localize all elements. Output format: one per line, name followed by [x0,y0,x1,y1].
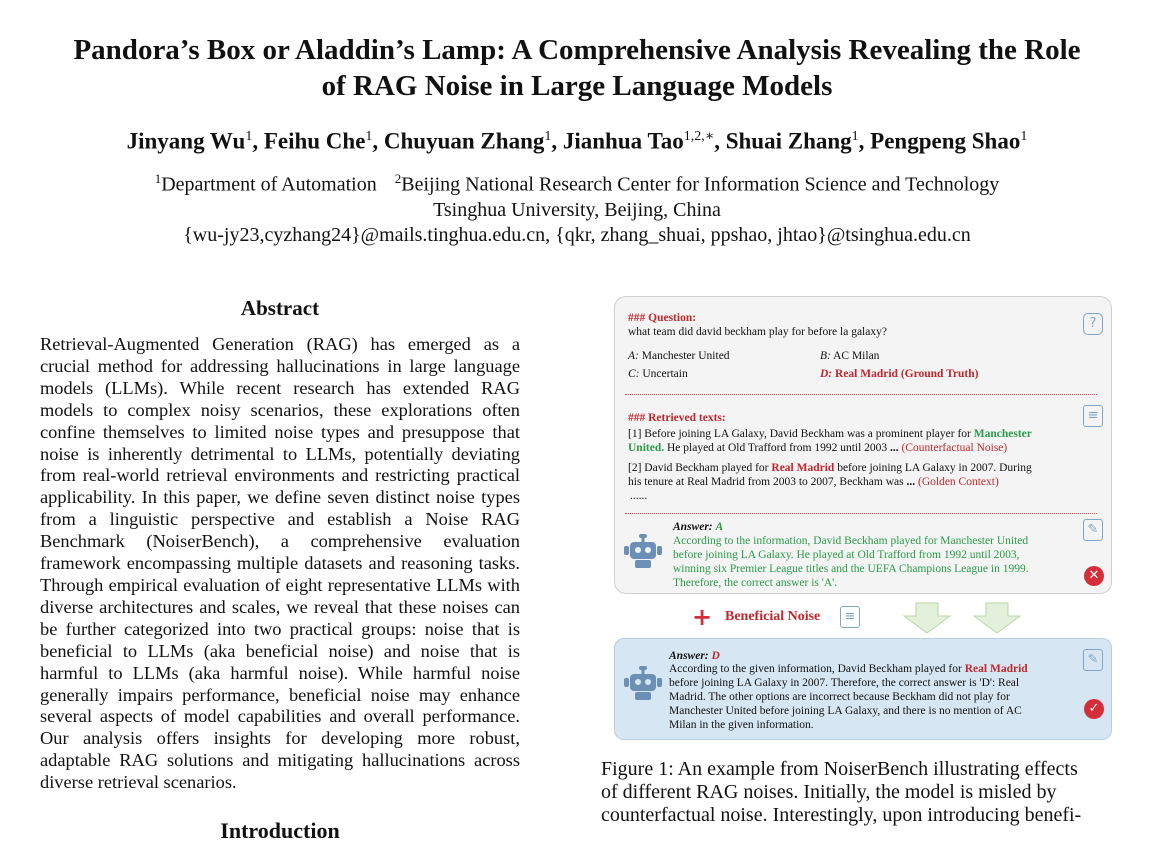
option-a-letter: A: [628,350,639,362]
figure-caption [601,758,1125,827]
option-b-letter: B: [820,350,831,362]
figure-answer-panel [614,638,1112,740]
abstract-heading: Abstract [240,296,320,320]
divider [625,394,1097,395]
r1-prefix: [1] Before joining LA Galaxy, David Beckham was a prominent player for [628,428,971,440]
question-text: what team did david beckham play for before la galaxy? [628,326,887,338]
title-line-1: Pandora’s Box or Aladdin’s Lamp: A Comprehensive Analysis Revealing the Role [73,34,1081,66]
r1-ellipsis: ... [890,442,899,454]
introduction-heading: Introduction [220,818,340,843]
answer-2-line: before joining LA Galaxy in 2007. Therefore, the correct answer is 'D': Real [669,677,1020,689]
answer-2-prefix: According to the given information, David Beckham played for [669,663,962,675]
answer-2-text [669,662,1069,732]
retrieved-text-2 [628,461,1098,475]
answer-1-line: Therefore, the correct answer is 'A'. [673,577,838,589]
retrieved-text-1 [628,427,1088,441]
option-d-letter: D: [820,368,833,380]
robot-icon [623,665,663,701]
answer-1-letter: A [715,521,724,533]
option-c-text: Uncertain [642,368,688,380]
author-name: Shuai Zhang [725,128,852,154]
author-affil-sup: 1 [544,129,552,144]
affiliation-bnrist: Beijing National Research Center for Information Science and Technology [401,173,1000,196]
option-c-letter: C: [628,368,640,380]
author-affil-sup: 1 [1020,129,1028,144]
figure-question-panel [614,296,1112,594]
r2-line2: his tenure at Real Madrid from 2003 to 2007, Beckham was [628,476,904,488]
option-c [628,367,688,381]
affiliations [10,166,1144,248]
caption-line: Figure 1: An example from NoiserBench illustrating effects [601,758,1078,780]
down-arrow-icon [902,602,952,634]
r2-ellipsis: ... [906,476,916,488]
answer-2-line: Milan in the given information. [669,719,814,731]
edit-icon: ✎ [1083,649,1103,671]
r2-tag: (Golden Context) [918,476,999,488]
author-emails: {wu-jy23,cyzhang24}@mails.tinghua.edu.cn, {qkr, zhang_shuai, ppshao, jhtao}@tsinghua.edu.cn [183,223,971,246]
document-icon: ≡ [840,606,860,628]
caption-line: counterfactual noise. Interestingly, upon introducing benefi- [601,804,1082,826]
answer-2-label-text: Answer: [669,650,709,662]
author-name: Pengpeng Shao [870,128,1021,154]
answer-2-line: Manchester United before joining LA Galaxy, and there is no mention of AC [669,705,1022,717]
answer-1-label [673,520,723,534]
more-dots: ...... [630,490,648,502]
edit-icon: ✎ [1083,519,1103,541]
option-d-text: Real Madrid (Ground Truth) [835,368,979,380]
answer-1-line: winning six Premier League titles and the UEFA Champions League in 1999. [673,563,1029,575]
option-d [820,367,978,381]
plus-icon: + [692,603,713,631]
r2-rest-line1: before joining LA Galaxy in 2007. During [837,462,1032,474]
r1-tag: (Counterfactual Noise) [901,442,1008,454]
author-name: Jinyang Wu [126,128,246,154]
author-affil-sup: 1,2,∗ [683,129,715,144]
paper-title [10,32,1144,104]
answer-1-line: According to the information, David Beckham played for Manchester United [673,535,1029,547]
affiliation-line-2: Tsinghua University, Beijing, China [433,198,721,221]
r1-rest: He played at Old Trafford from 1992 until 2003 [666,442,888,454]
author-name: Chuyuan Zhang [383,128,545,154]
option-a [628,349,730,363]
affil-sup: 1 [154,171,162,186]
r1-highlight-b: United. [628,442,665,454]
r2-prefix: [2] David Beckham played for [628,462,769,474]
abstract-body: Retrieval-Augmented Generation (RAG) has emerged as a crucial method for addressing hallucinations in large language models (LLMs). While recent research has extended RAG models to complex noisy scenarios, these explorations often confine themselves to limited noise types and presuppose that noise is inherently detrimental to LLMs, potentially deviating from real-world retrieval environments and restricting practical applicability. In this paper, we define seven distinct noise types from a linguistic perspective and establish a Noise RAG Benchmark (NoiserBench), a comprehensive evaluation framework encompassing multiple datasets and reasoning tasks. Through empirical evaluation of eight representative LLMs with diverse architectures and scales, we reveal that these noises can be further categorized into two practical groups: noise that is beneficial to LLMs (aka beneficial noise) and noise that is harmful to LLMs (aka harmful noise). While harmful noise generally impairs performance, beneficial noise may enhance several aspects of model capabilities and overall performance. Our analysis offers insights for developing more robust, adaptable RAG solutions and mitigating hallucinations across diverse retrieval scenarios. [40,334,520,793]
correct-icon: ✓ [1084,699,1104,719]
document-icon: ≡ [1083,405,1103,427]
beneficial-noise-label: Beneficial Noise [725,609,821,624]
r2-highlight: Real Madrid [771,462,835,474]
retrieved-heading: ### Retrieved texts: [628,412,726,424]
answer-2-line [669,662,1069,676]
answer-2-label [669,649,720,663]
answer-2-highlight: Real Madrid [964,663,1028,675]
caption-line: of different RAG noises. Initially, the model is misled by [601,781,1057,803]
down-arrow-icon [972,602,1022,634]
author-affil-sup: 1 [851,129,859,144]
affil-sup: 2 [394,171,402,186]
author-name: Jianhua Tao [562,128,684,154]
author-list: Jinyang Wu$^1$, Feihu Che$^1$, Chuyuan Zhang$^1$, Jianhua Tao$^{1,2,∗}$, Shuai Zhang$^1$, Pengpeng Shao$^1$ [126,128,1028,154]
option-b [820,349,879,363]
divider [625,513,1097,514]
author-affil-sup: 1 [365,129,373,144]
author-name: Feihu Che [263,128,366,154]
answer-2-letter: D [711,650,720,662]
author-affil-sup: 1 [245,129,253,144]
title-line-2: of RAG Noise in Large Language Models [321,70,833,102]
wrong-icon: ✕ [1084,566,1104,586]
answer-1-text [673,534,1083,590]
affiliation-line-1 [10,166,1144,198]
r1-highlight-a: Manchester [973,428,1032,440]
answer-2-line: Madrid. The other options are incorrect because Beckham did not play for [669,691,1010,703]
retrieved-text-2-line2 [628,475,1098,489]
answer-1-label-text: Answer: [673,521,713,533]
answer-1-line: before joining LA Galaxy. He played at Old Trafford from 1992 until 2003, [673,549,1020,561]
option-b-text: AC Milan [833,350,880,362]
question-icon: ? [1083,313,1103,335]
retrieved-text-1-line2 [628,441,1088,455]
question-heading: ### Question: [628,312,697,324]
option-a-text: Manchester United [641,350,730,362]
robot-icon [623,533,663,569]
affiliation-automation: Department of Automation [161,173,377,196]
